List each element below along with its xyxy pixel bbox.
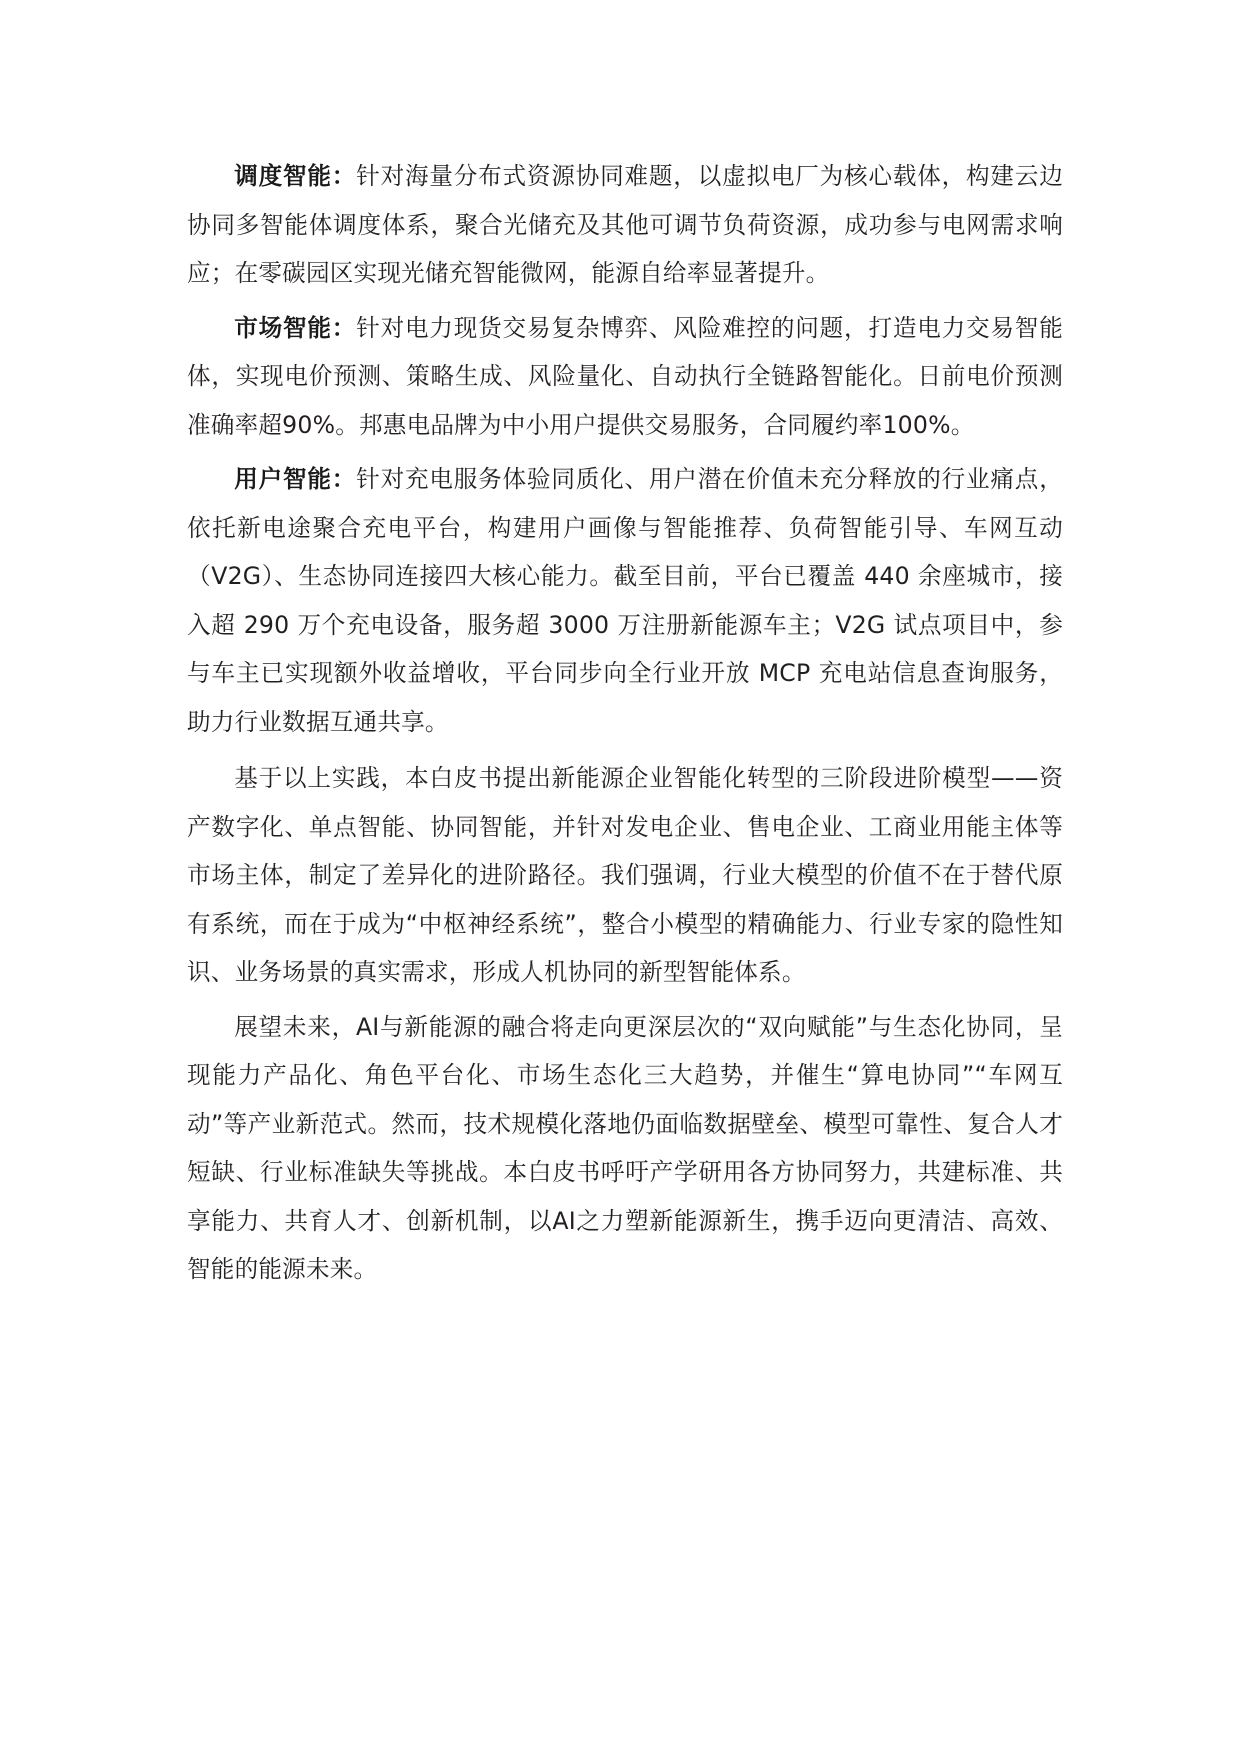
document-body <box>187 152 1063 1300</box>
paragraph-market-intelligence <box>187 304 1063 450</box>
paragraph-lead: 市场智能： <box>234 313 357 342</box>
paragraph-text: 展望未来，AI与新能源的融合将走向更深层次的“双向赋能”与生态化协同，呈现能力产品化、角色平台化、市场生态化三大趋势，并催生“算电协同”“车网互动”等产业新范式。然而，技术规模化落地仍面临数据壁垒、模型可靠性、复合人才短缺、行业标准缺失等挑战。本白皮书呼吁产学研用各方协同努力，共建标准、共享能力、共育人才、创新机制，以AI之力塑新能源新生，携手迈向更清洁、高效、智能的能源未来。 <box>187 1012 1063 1283</box>
paragraph-text: 针对充电服务体验同质化、用户潜在价值未充分释放的行业痛点，依托新电途聚合充电平台，构建用户画像与智能推荐、负荷智能引导、车网互动（V2G）、生态协同连接四大核心能力。截至目前，平台已覆盖 440 余座城市，接入超 290 万个充电设备，服务超 3000 万注册新能源车主；V2G 试点项目中，参与车主已实现额外收益增收，平台同步向全行业开放 MCP 充电站信息查询服务，助力行业数据互通共享。 <box>187 465 1063 736</box>
paragraph-lead: 用户智能： <box>234 465 357 493</box>
paragraph-dispatch-intelligence <box>187 152 1063 298</box>
paragraph-transformation-model <box>187 754 1063 997</box>
paragraph-text: 基于以上实践，本白皮书提出新能源企业智能化转型的三阶段进阶模型——资产数字化、单点智能、协同智能，并针对发电企业、售电企业、工商业用能主体等市场主体，制定了差异化的进阶路径。我们强调，行业大模型的价值不在于替代原有系统，而在于成为“中枢神经系统”，整合小模型的精确能力、行业专家的隐性知识、业务场景的真实需求，形成人机协同的新型智能体系。 <box>187 764 1063 986</box>
paragraph-user-intelligence <box>187 455 1063 746</box>
paragraph-text: 针对海量分布式资源协同难题，以虚拟电厂为核心载体，构建云边协同多智能体调度体系，聚合光储充及其他可调节负荷资源，成功参与电网需求响应；在零碳园区实现光储充智能微网，能源自给率显著提升。 <box>187 162 1063 287</box>
paragraph-lead: 调度智能： <box>234 162 357 190</box>
paragraph-text: 针对电力现货交易复杂博弈、风险难控的问题，打造电力交易智能体，实现电价预测、策略生成、风险量化、自动执行全链路智能化。日前电价预测准确率超90%。邦惠电品牌为中小用户提供交易服务，合同履约率100%。 <box>187 313 1063 439</box>
paragraph-outlook <box>187 1003 1063 1294</box>
